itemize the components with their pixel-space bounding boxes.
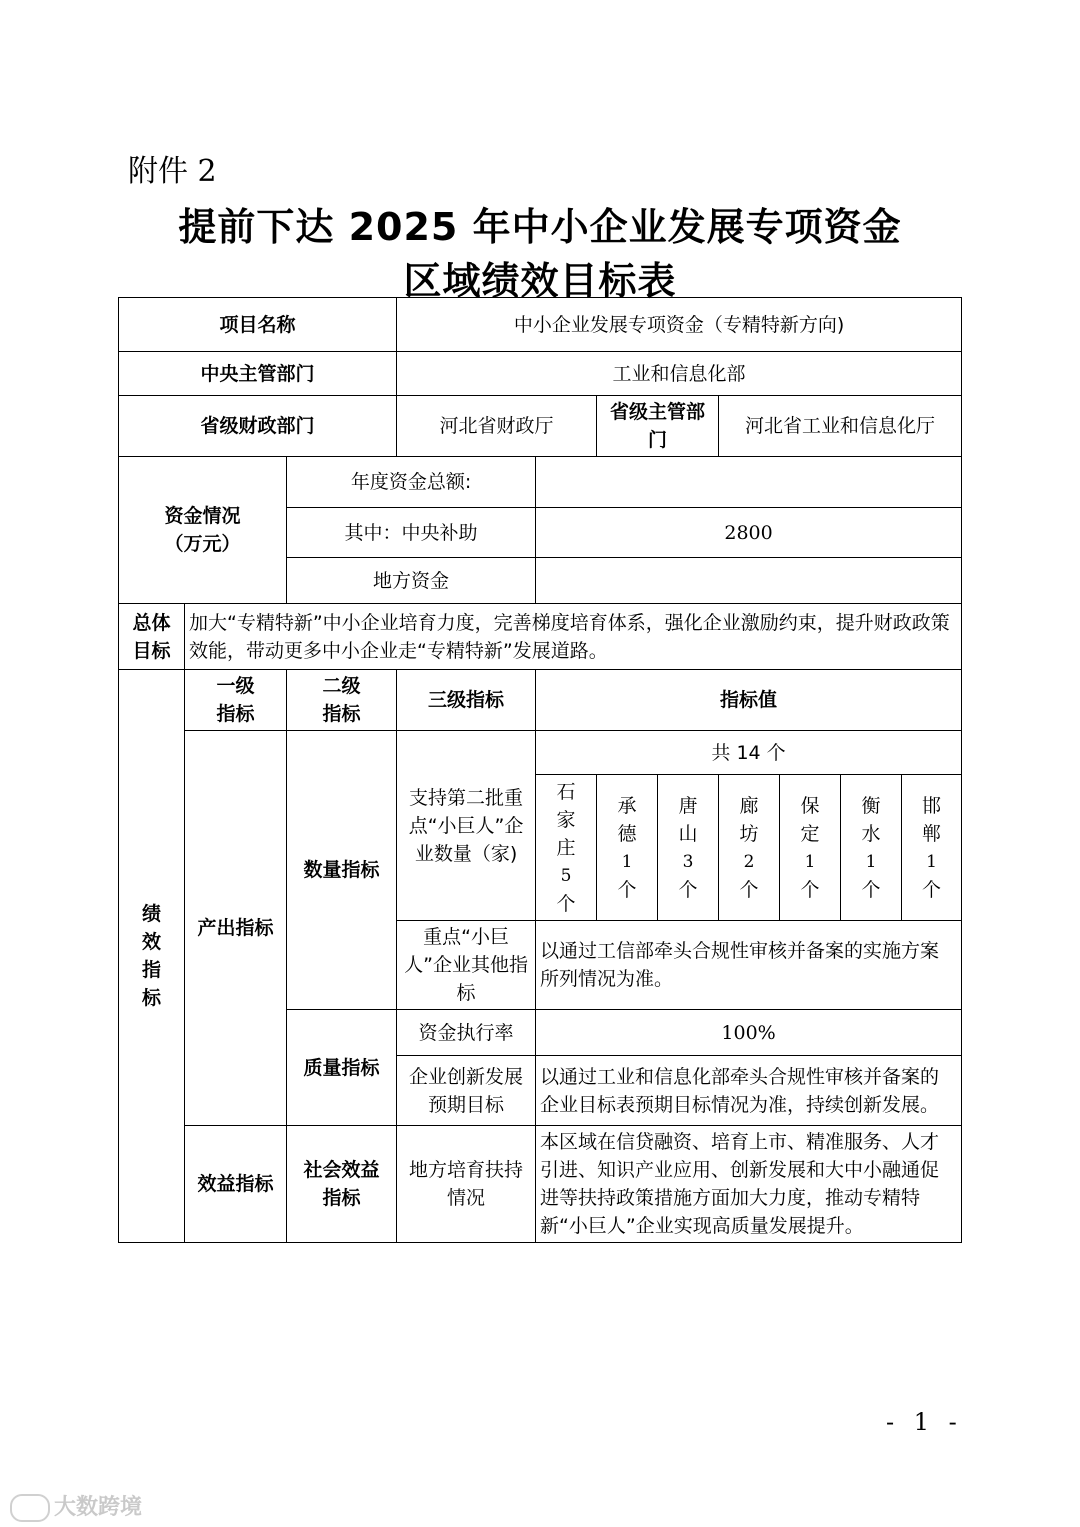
city-name-char: 郸	[922, 822, 942, 845]
city-cell-langfang	[719, 775, 780, 921]
watermark-logo-icon	[10, 1494, 50, 1522]
city-cell-baoding	[780, 775, 841, 921]
city-name-char: 承	[617, 794, 637, 817]
funds-label-line2: （万元）	[164, 533, 241, 555]
innovation-value: 以通过工业和信息化部牵头合规性审核并备案的企业目标表预期目标情况为准，持续创新发展。	[536, 1056, 962, 1126]
other-item: 重点“小巨人”企业其他指标	[397, 921, 536, 1010]
city-unit: 个	[861, 878, 881, 901]
city-unit: 个	[617, 878, 637, 901]
exec-rate-value: 100%	[536, 1010, 962, 1056]
perf-label-char: 绩	[141, 903, 161, 925]
perf-label-char: 标	[141, 987, 161, 1009]
quality-indicator: 质量指标	[287, 1010, 397, 1126]
city-count: 1	[621, 851, 633, 872]
central-subsidy-value: 2800	[536, 508, 962, 558]
page-title-line1: 提前下达 2025 年中小企业发展专项资金	[178, 205, 902, 249]
social-benefit-line2: 指标	[322, 1187, 361, 1209]
perf-label-char: 效	[141, 931, 161, 953]
central-subsidy-label: 其中：中央补助	[287, 508, 536, 558]
social-benefit-line1: 社会效益	[303, 1159, 380, 1181]
city-cell-handan	[902, 775, 962, 921]
city-name-char: 廊	[739, 794, 759, 817]
support-item: 支持第二批重点“小巨人”企业数量（家)	[397, 731, 536, 921]
city-unit: 个	[556, 892, 576, 915]
prov-finance-value: 河北省财政厅	[397, 396, 597, 457]
overall-goal-text: 加大“专精特新”中小企业培育力度，完善梯度培育体系，强化企业激励约束，提升财政政策效能，带动更多中小企业走“专精特新”发展道路。	[185, 604, 962, 670]
city-cell-chengde	[597, 775, 658, 921]
city-name-char: 保	[800, 794, 820, 817]
city-count: 1	[865, 851, 877, 872]
total-count: 共 14 个	[536, 731, 962, 775]
annual-total-value	[536, 457, 962, 508]
city-unit: 个	[922, 878, 942, 901]
page-title-line2: 区域绩效目标表	[403, 259, 677, 303]
other-value: 以通过工信部牵头合规性审核并备案的实施方案所列情况为准。	[536, 921, 962, 1010]
output-indicator: 产出指标	[185, 731, 287, 1126]
local-support-value: 本区域在信贷融资、培育上市、精准服务、人才引进、知识产业应用、创新发展和大中小融通促进等扶持政策措施方面加大力度，推动专精特新“小巨人”企业实现高质量发展提升。	[536, 1126, 962, 1243]
performance-indicator-label	[119, 670, 185, 1243]
city-unit: 个	[739, 878, 759, 901]
innovation-item: 企业创新发展预期目标	[397, 1056, 536, 1126]
central-dept-value: 工业和信息化部	[397, 352, 962, 396]
funds-label	[119, 457, 287, 604]
city-name-char: 庄	[556, 836, 576, 859]
city-cell-tangshan	[658, 775, 719, 921]
watermark-text: 大数跨境	[54, 1495, 143, 1520]
city-name-char: 邯	[922, 794, 942, 817]
watermark	[10, 1490, 142, 1522]
project-name-label: 项目名称	[119, 298, 397, 352]
social-benefit-indicator	[287, 1126, 397, 1243]
city-count: 3	[682, 851, 694, 872]
annual-total-label: 年度资金总额:	[287, 457, 536, 508]
city-unit: 个	[678, 878, 698, 901]
header-level1-line1: 一级	[216, 675, 255, 697]
city-name-char: 山	[678, 822, 698, 845]
local-funds-label: 地方资金	[287, 558, 536, 604]
perf-label-char: 指	[141, 959, 161, 981]
project-name-value: 中小企业发展专项资金（专精特新方向)	[397, 298, 962, 352]
prov-dept-value: 河北省工业和信息化厅	[719, 396, 962, 457]
header-level3: 三级指标	[397, 670, 536, 731]
city-count: 5	[560, 865, 572, 886]
header-level2-line2: 指标	[322, 703, 361, 725]
overall-goal-label-line2: 目标	[132, 639, 171, 662]
central-dept-label: 中央主管部门	[119, 352, 397, 396]
city-name-char: 水	[861, 822, 881, 845]
city-count: 1	[926, 851, 937, 872]
funds-label-line1: 资金情况	[164, 505, 241, 527]
city-unit: 个	[800, 878, 820, 901]
header-level1-line2: 指标	[216, 703, 255, 725]
exec-rate-item: 资金执行率	[397, 1010, 536, 1056]
city-name-char: 德	[617, 822, 637, 845]
prov-dept-label: 省级主管部门	[597, 396, 719, 457]
city-name-char: 定	[800, 822, 820, 845]
city-name-char: 衡	[861, 794, 881, 817]
header-value: 指标值	[536, 670, 962, 731]
city-count: 2	[743, 851, 755, 872]
page-number: - 1 -	[886, 1408, 963, 1436]
header-level2	[287, 670, 397, 731]
city-name-char: 唐	[678, 794, 698, 817]
performance-target-table	[118, 297, 962, 1243]
header-level1	[185, 670, 287, 731]
header-level2-line1: 二级	[322, 675, 361, 697]
overall-goal-label-line1: 总体	[132, 611, 171, 634]
city-cell-shijiazhuang	[536, 775, 597, 921]
city-cell-hengshui	[841, 775, 902, 921]
city-name-char: 家	[556, 808, 576, 831]
attachment-label: 附件 2	[128, 154, 217, 189]
local-funds-value	[536, 558, 962, 604]
city-name-char: 坊	[739, 822, 759, 845]
local-support-item: 地方培育扶持情况	[397, 1126, 536, 1243]
benefit-indicator: 效益指标	[185, 1126, 287, 1243]
city-count: 1	[804, 851, 816, 872]
city-name-char: 石	[556, 780, 576, 803]
prov-finance-label: 省级财政部门	[119, 396, 397, 457]
quantity-indicator: 数量指标	[287, 731, 397, 1010]
overall-goal-label	[119, 604, 185, 670]
